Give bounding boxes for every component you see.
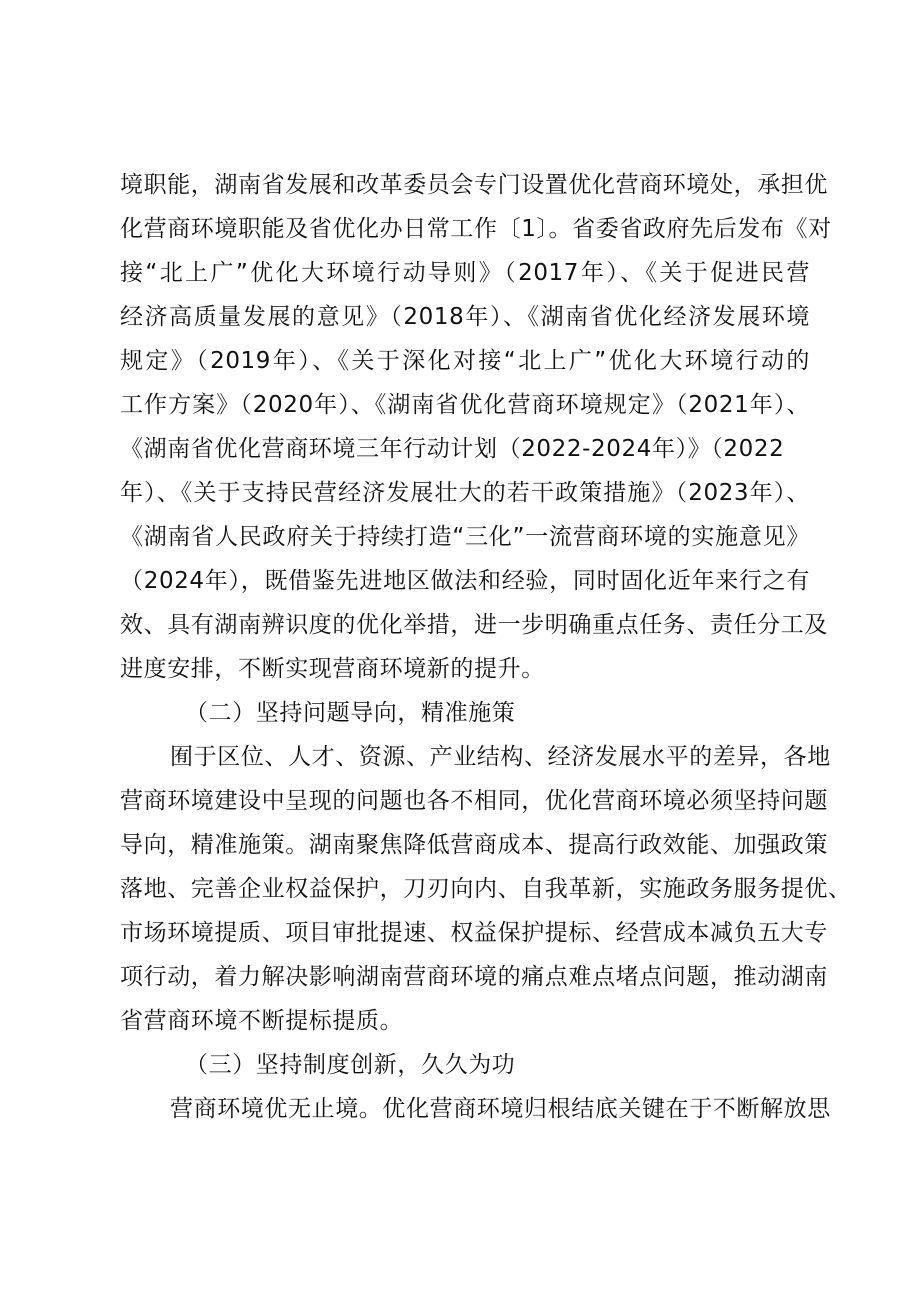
paragraph-2-line: 导向，精准施策。湖南聚焦降低营商成本、提高行政效能、加强政策 bbox=[120, 832, 828, 858]
paragraph-1-line: 境职能，湖南省发展和改革委员会专门设置优化营商环境处，承担优 bbox=[120, 172, 828, 198]
section-heading-2: （二）坚持问题导向，精准施策 bbox=[185, 700, 516, 726]
paragraph-1-line: （2024年），既借鉴先进地区做法和经验，同时固化近年来行之有 bbox=[120, 568, 810, 594]
paragraph-1-line: 接“北上广”优化大环境行动导则》（2017年）、《关于促进民营 bbox=[120, 260, 810, 286]
paragraph-1-line: 工作方案》（2020年）、《湖南省优化营商环境规定》（2021年）、 bbox=[120, 392, 810, 418]
paragraph-1-line: 效、具有湖南辨识度的优化举措，进一步明确重点任务、责任分工及 bbox=[120, 612, 828, 638]
paragraph-2-line: 项行动，着力解决影响湖南营商环境的痛点难点堵点问题，推动湖南 bbox=[120, 964, 828, 990]
paragraph-2-line: 落地、完善企业权益保护，刀刃向内、自我革新，实施政务服务提优、 bbox=[120, 876, 852, 902]
paragraph-2-line: 营商环境建设中呈现的问题也各不相同，优化营商环境必须坚持问题 bbox=[120, 788, 828, 814]
paragraph-1-line: 规定》（2019年）、《关于深化对接“北上广”优化大环境行动的 bbox=[120, 348, 810, 374]
paragraph-1-line: 《湖南省优化营商环境三年行动计划（2022-2024年）》（2022 bbox=[120, 436, 785, 462]
paragraph-1-line: 《湖南省人民政府关于持续打造“三化”一流营商环境的实施意见》 bbox=[120, 524, 810, 550]
paragraph-2-line: 囿于区位、人才、资源、产业结构、经济发展水平的差异，各地 bbox=[170, 744, 831, 770]
paragraph-3-line: 营商环境优无止境。优化营商环境归根结底关键在于不断解放思 bbox=[170, 1096, 831, 1122]
paragraph-1-line: 年）、《关于支持民营经济发展壮大的若干政策措施》（2023年）、 bbox=[120, 480, 810, 506]
paragraph-1-line: 进度安排，不断实现营商环境新的提升。 bbox=[120, 656, 545, 682]
paragraph-2-line: 省营商环境不断提标提质。 bbox=[120, 1008, 404, 1034]
section-heading-3: （三）坚持制度创新，久久为功 bbox=[185, 1052, 516, 1078]
paragraph-1-line: 经济高质量发展的意见》（2018年）、《湖南省优化经济发展环境 bbox=[120, 304, 810, 330]
paragraph-2-line: 市场环境提质、项目审批提速、权益保护提标、经营成本减负五大专 bbox=[120, 920, 828, 946]
paragraph-1-line: 化营商环境职能及省优化办日常工作〔1〕。省委省政府先后发布《对 bbox=[120, 216, 832, 242]
